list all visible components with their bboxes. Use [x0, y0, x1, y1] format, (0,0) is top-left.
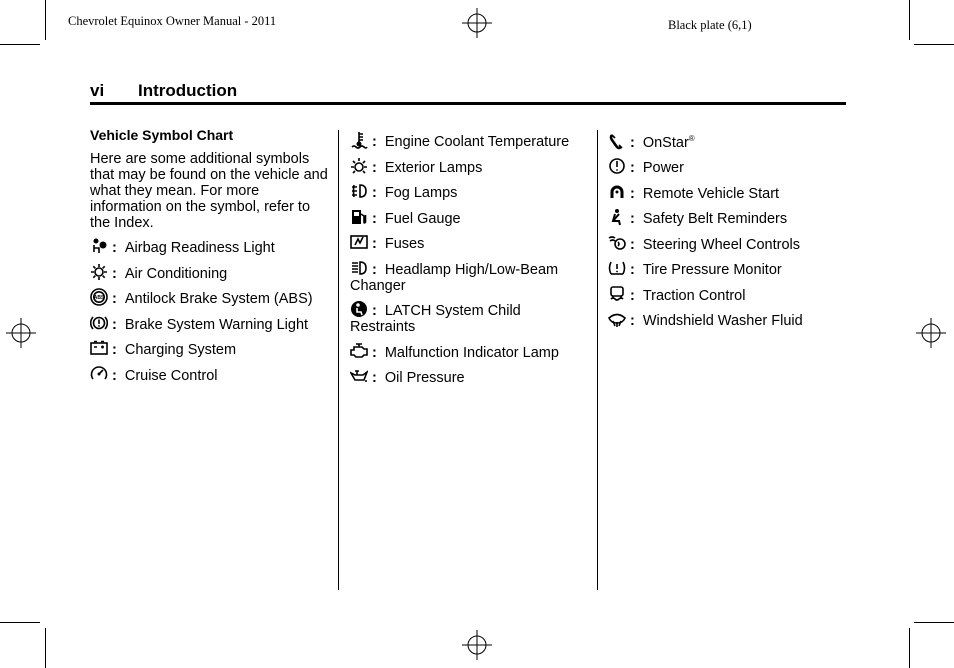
symbol-entry — [90, 365, 330, 384]
symbol-label: Power — [642, 160, 684, 177]
battery-icon — [90, 339, 108, 357]
exterior-lamps-icon — [350, 157, 368, 175]
crop-mark — [914, 622, 954, 623]
symbol-label: Engine Coolant Temperature — [384, 134, 570, 150]
traction-control-icon — [608, 285, 626, 303]
symbol-label: OnStar — [642, 134, 689, 151]
symbol-label: Traction Control — [642, 287, 746, 304]
symbol-column-1 — [90, 127, 330, 390]
coolant-temperature-icon — [350, 131, 368, 149]
entry-separator: : — [630, 160, 635, 177]
abs-icon — [90, 288, 108, 306]
entry-separator: : — [372, 134, 377, 150]
entry-separator: : — [630, 287, 635, 304]
symbol-label: Charging System — [124, 342, 237, 358]
washer-fluid-icon — [608, 310, 626, 328]
entry-separator: : — [372, 303, 377, 319]
oil-pressure-icon — [350, 367, 368, 385]
symbol-label: Antilock Brake System (ABS) — [124, 291, 313, 307]
symbol-label: Fuel Gauge — [384, 210, 461, 227]
symbol-entry — [350, 259, 586, 294]
symbol-label: Headlamp High/Low-Beam Changer — [350, 261, 559, 294]
symbol-column-3 — [608, 131, 844, 336]
symbol-entry — [350, 208, 586, 227]
entry-separator: : — [112, 265, 117, 282]
plate-label: Black plate (6,1) — [668, 18, 752, 32]
registered-mark: ® — [688, 134, 695, 143]
entry-separator: : — [112, 240, 117, 256]
brake-warning-icon — [90, 314, 108, 332]
entry-separator: : — [112, 291, 117, 307]
crop-mark — [909, 0, 910, 40]
onstar-icon — [608, 132, 626, 150]
cruise-control-icon — [90, 365, 108, 383]
entry-separator: : — [372, 210, 377, 227]
symbol-label: Fuses — [384, 236, 425, 252]
crop-mark — [0, 44, 40, 45]
symbol-entry — [608, 183, 844, 202]
power-icon — [608, 157, 626, 175]
crop-mark — [0, 622, 40, 623]
symbol-label: Windshield Washer Fluid — [642, 313, 803, 330]
chart-heading: Vehicle Symbol Chart — [90, 127, 234, 143]
symbol-column-2 — [350, 131, 586, 393]
symbol-label: Air Conditioning — [124, 265, 228, 282]
symbol-label: Tire Pressure Monitor — [642, 262, 782, 279]
symbol-entry — [350, 233, 586, 252]
remote-start-icon — [608, 183, 626, 201]
page-number: vi — [90, 81, 105, 100]
symbol-label: Airbag Readiness Light — [124, 240, 275, 256]
latch-child-restraint-icon — [350, 300, 368, 318]
symbol-entry — [608, 285, 844, 304]
symbol-entry — [90, 288, 330, 307]
entry-separator: : — [630, 262, 635, 279]
registration-mark-icon — [6, 318, 36, 348]
symbol-entry — [350, 182, 586, 201]
entry-separator: : — [630, 236, 635, 253]
symbol-entry — [90, 339, 330, 358]
fog-lamps-icon — [350, 182, 368, 200]
fuel-gauge-icon — [350, 208, 368, 226]
symbol-label: Remote Vehicle Start — [642, 185, 780, 202]
steering-wheel-controls-icon — [608, 234, 626, 252]
registration-mark-icon — [462, 630, 492, 660]
entry-separator: : — [372, 261, 377, 278]
symbol-entry — [350, 300, 586, 335]
column-divider — [597, 130, 598, 590]
symbol-entry — [350, 131, 586, 150]
tire-pressure-icon — [608, 259, 626, 277]
crop-mark — [45, 628, 46, 668]
entry-separator: : — [372, 370, 377, 386]
air-conditioning-icon — [90, 263, 108, 281]
symbol-entry — [608, 131, 844, 151]
chart-intro: Here are some additional symbols that may be found on the vehicle and what they mean. For more information on the symbol, refer to the Index. — [90, 151, 328, 231]
crop-mark — [45, 0, 46, 40]
symbol-entry — [608, 208, 844, 227]
symbol-entry — [90, 237, 330, 256]
airbag-icon — [90, 237, 108, 255]
entry-separator: : — [112, 316, 117, 333]
column-divider — [338, 130, 339, 590]
crop-mark — [909, 628, 910, 668]
entry-separator: : — [112, 342, 117, 358]
symbol-label: Steering Wheel Controls — [642, 236, 801, 253]
headlamp-beam-icon — [350, 259, 368, 277]
page-title: Introduction — [138, 81, 238, 100]
symbol-entry — [350, 157, 586, 176]
header-rule — [90, 102, 846, 105]
symbol-entry — [350, 367, 586, 386]
svg-text:ABS: ABS — [93, 295, 105, 301]
entry-separator: : — [372, 159, 377, 176]
malfunction-indicator-icon — [350, 342, 368, 360]
entry-separator: : — [630, 313, 635, 330]
symbol-entry — [90, 263, 330, 282]
manual-title: Chevrolet Equinox Owner Manual - 2011 — [68, 14, 277, 28]
symbol-entry — [608, 259, 844, 278]
symbol-label: Cruise Control — [124, 367, 218, 384]
symbol-label: LATCH System Child Restraints — [350, 303, 521, 335]
symbol-label: Brake System Warning Light — [124, 316, 309, 333]
symbol-label: Malfunction Indicator Lamp — [384, 344, 559, 361]
crop-mark — [914, 44, 954, 45]
entry-separator: : — [372, 236, 377, 252]
entry-separator: : — [630, 211, 635, 228]
symbol-label: Oil Pressure — [384, 370, 465, 386]
symbol-entry — [90, 314, 330, 333]
entry-separator: : — [372, 185, 377, 201]
symbol-entry — [350, 342, 586, 361]
symbol-entry — [608, 234, 844, 253]
symbol-label: Safety Belt Reminders — [642, 211, 788, 228]
registration-mark-icon — [916, 318, 946, 348]
registration-mark-icon — [462, 8, 492, 38]
symbol-label: Exterior Lamps — [384, 159, 483, 176]
entry-separator: : — [630, 134, 635, 151]
entry-separator: : — [630, 185, 635, 202]
symbol-entry — [608, 157, 844, 176]
entry-separator: : — [372, 344, 377, 361]
fuses-icon — [350, 233, 368, 251]
entry-separator: : — [112, 367, 117, 384]
symbol-entry — [608, 310, 844, 329]
seat-belt-icon — [608, 208, 626, 226]
symbol-label: Fog Lamps — [384, 185, 458, 201]
